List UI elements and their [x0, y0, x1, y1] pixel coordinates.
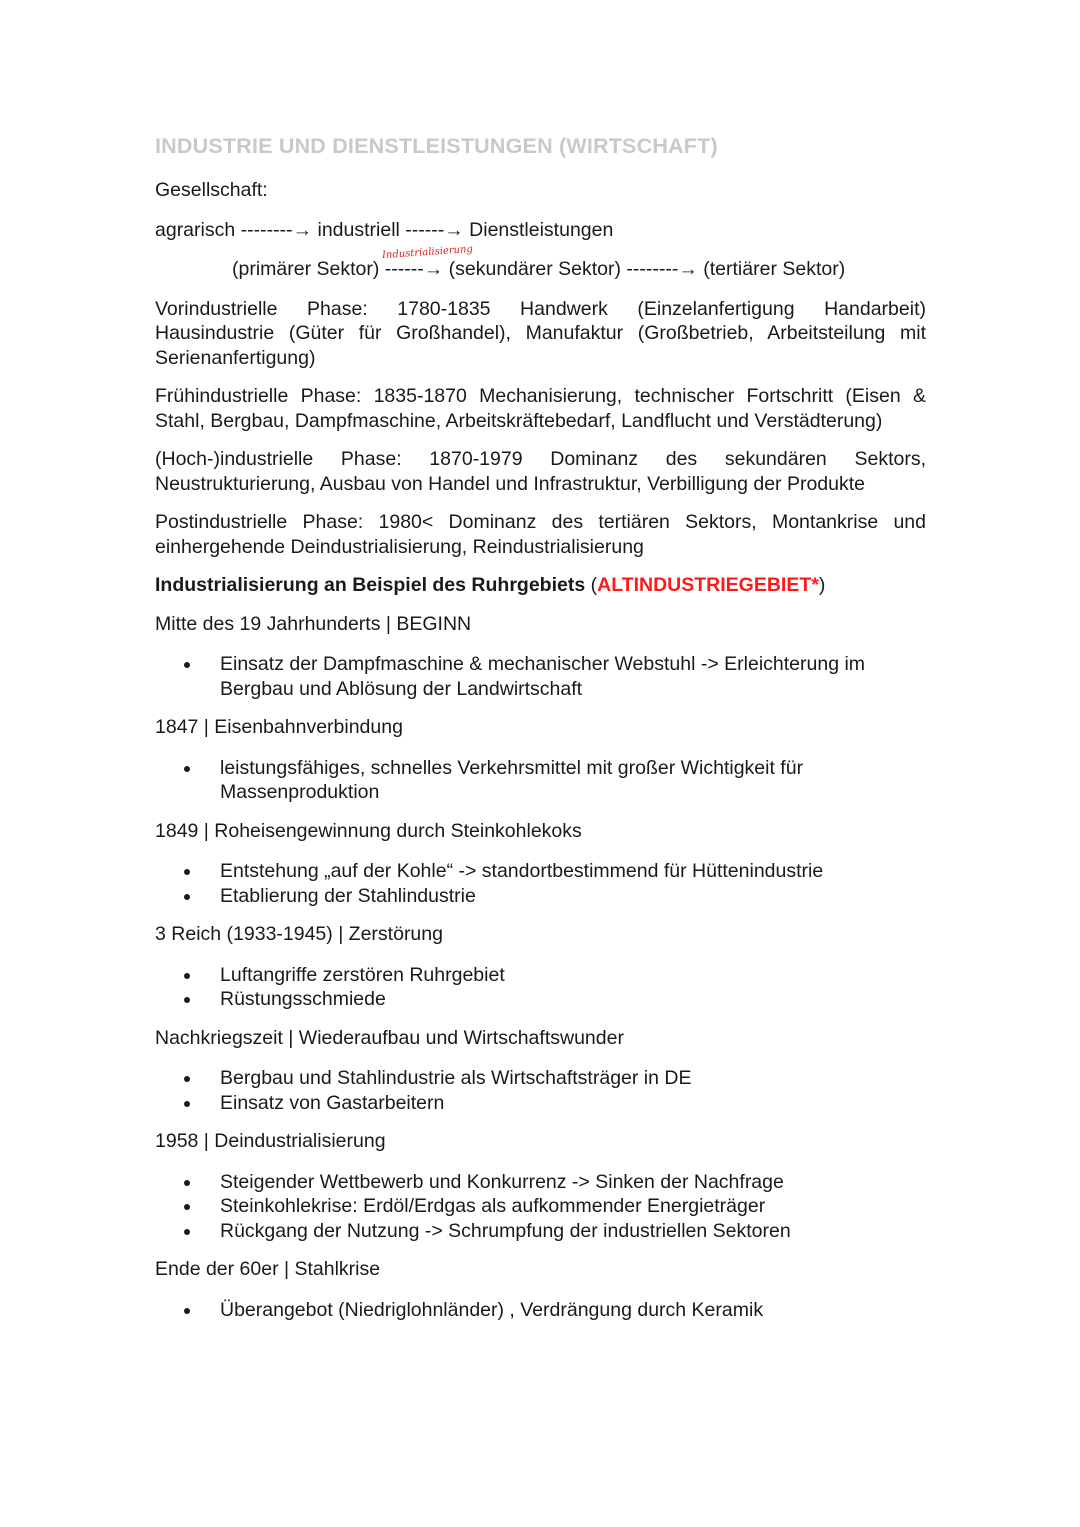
- list-item: leistungsfähiges, schnelles Verkehrsmittel mit großer Wichtigkeit für Massenproduktion: [155, 756, 926, 805]
- society-flow: agrarisch --------→ industriell ------→ Dienstleistungen: [155, 218, 614, 241]
- timeline-list-nachkriegszeit: [155, 1066, 926, 1115]
- timeline-list-60er: [155, 1298, 926, 1323]
- sector-flow-row: [155, 243, 926, 282]
- timeline-heading-1847: 1847 | Eisenbahnverbindung: [155, 716, 403, 738]
- list-item: Überangebot (Niedriglohnländer) , Verdrängung durch Keramik: [155, 1298, 926, 1323]
- section-heading-close: ): [818, 574, 826, 596]
- phase-high-industrial: (Hoch-)industrielle Phase: 1870-1979 Dominanz des sekundären Sektors, Neustrukturierung, Ausbau von Handel und Infrastruktur, Verbilligung der Produkte: [155, 448, 926, 495]
- list-item: Bergbau und Stahlindustrie als Wirtschaftsträger in DE: [155, 1066, 926, 1091]
- list-item: Steinkohlekrise: Erdöl/Erdgas als aufkommender Energieträger: [155, 1194, 926, 1219]
- list-item: Einsatz der Dampfmaschine & mechanischer Webstuhl -> Erleichterung im Bergbau und Ablösung der Landwirtschaft: [155, 652, 926, 701]
- list-item: Luftangriffe zerstören Ruhrgebiet: [155, 963, 926, 988]
- phase-early-industrial: Frühindustrielle Phase: 1835-1870 Mechanisierung, technischer Fortschritt (Eisen & Stahl, Bergbau, Dampfmaschine, Arbeitskräftebedarf, Landflucht und Verstädterung): [155, 385, 926, 432]
- timeline-list-1849: [155, 859, 926, 908]
- list-item: Steigender Wettbewerb und Konkurrenz -> Sinken der Nachfrage: [155, 1170, 926, 1195]
- list-item: Rückgang der Nutzung -> Schrumpfung der industriellen Sektoren: [155, 1219, 926, 1244]
- list-item: Entstehung „auf der Kohle“ -> standortbestimmend für Hüttenindustrie: [155, 859, 926, 884]
- page-title: INDUSTRIE UND DIENSTLEISTUNGEN (WIRTSCHAFT): [155, 134, 718, 158]
- timeline-list-beginn: [155, 652, 926, 701]
- intro-label: Gesellschaft:: [155, 179, 268, 201]
- section-heading-main: Industrialisierung an Beispiel des Ruhrgebiets: [155, 574, 586, 596]
- timeline-list-1958: [155, 1170, 926, 1244]
- timeline-list-3-reich: [155, 963, 926, 1012]
- timeline-heading-nachkriegszeit: Nachkriegszeit | Wiederaufbau und Wirtschaftswunder: [155, 1026, 624, 1049]
- list-item: Etablierung der Stahlindustrie: [155, 884, 926, 909]
- timeline-heading-60er: Ende der 60er | Stahlkrise: [155, 1258, 381, 1280]
- timeline-list-1847: [155, 756, 926, 805]
- timeline-heading-1849: 1849 | Roheisengewinnung durch Steinkohlekoks: [155, 819, 582, 842]
- phase-postindustrial: Postindustrielle Phase: 1980< Dominanz des tertiären Sektors, Montankrise und einhergehende Deindustrialisierung, Reindustrialisierung: [155, 511, 926, 558]
- sector-flow: (primärer Sektor) ------→ (sekundärer Sektor) --------→ (tertiärer Sektor): [232, 258, 846, 280]
- handwritten-note: Industrialisierung: [381, 243, 474, 262]
- phase-preindustrial: Vorindustrielle Phase: 1780-1835 Handwerk (Einzelanfertigung Handarbeit) Hausindustrie (Güter für Großhandel), Manufaktur (Großbetrieb, Arbeitsteilung mit Serienanfertigung): [155, 297, 926, 369]
- timeline-heading-3-reich: 3 Reich (1933-1945) | Zerstörung: [155, 923, 443, 945]
- timeline-heading-beginn: Mitte des 19 Jahrhunderts | BEGINN: [155, 612, 472, 635]
- list-item: Einsatz von Gastarbeitern: [155, 1091, 926, 1116]
- list-item: Rüstungsschmiede: [155, 987, 926, 1012]
- section-heading-open: (: [585, 574, 598, 596]
- document-page: [155, 134, 926, 1336]
- timeline-heading-1958: 1958 | Deindustrialisierung: [155, 1130, 386, 1152]
- section-heading: [155, 573, 926, 598]
- section-heading-highlight: ALTINDUSTRIEGEBIET*: [597, 574, 819, 596]
